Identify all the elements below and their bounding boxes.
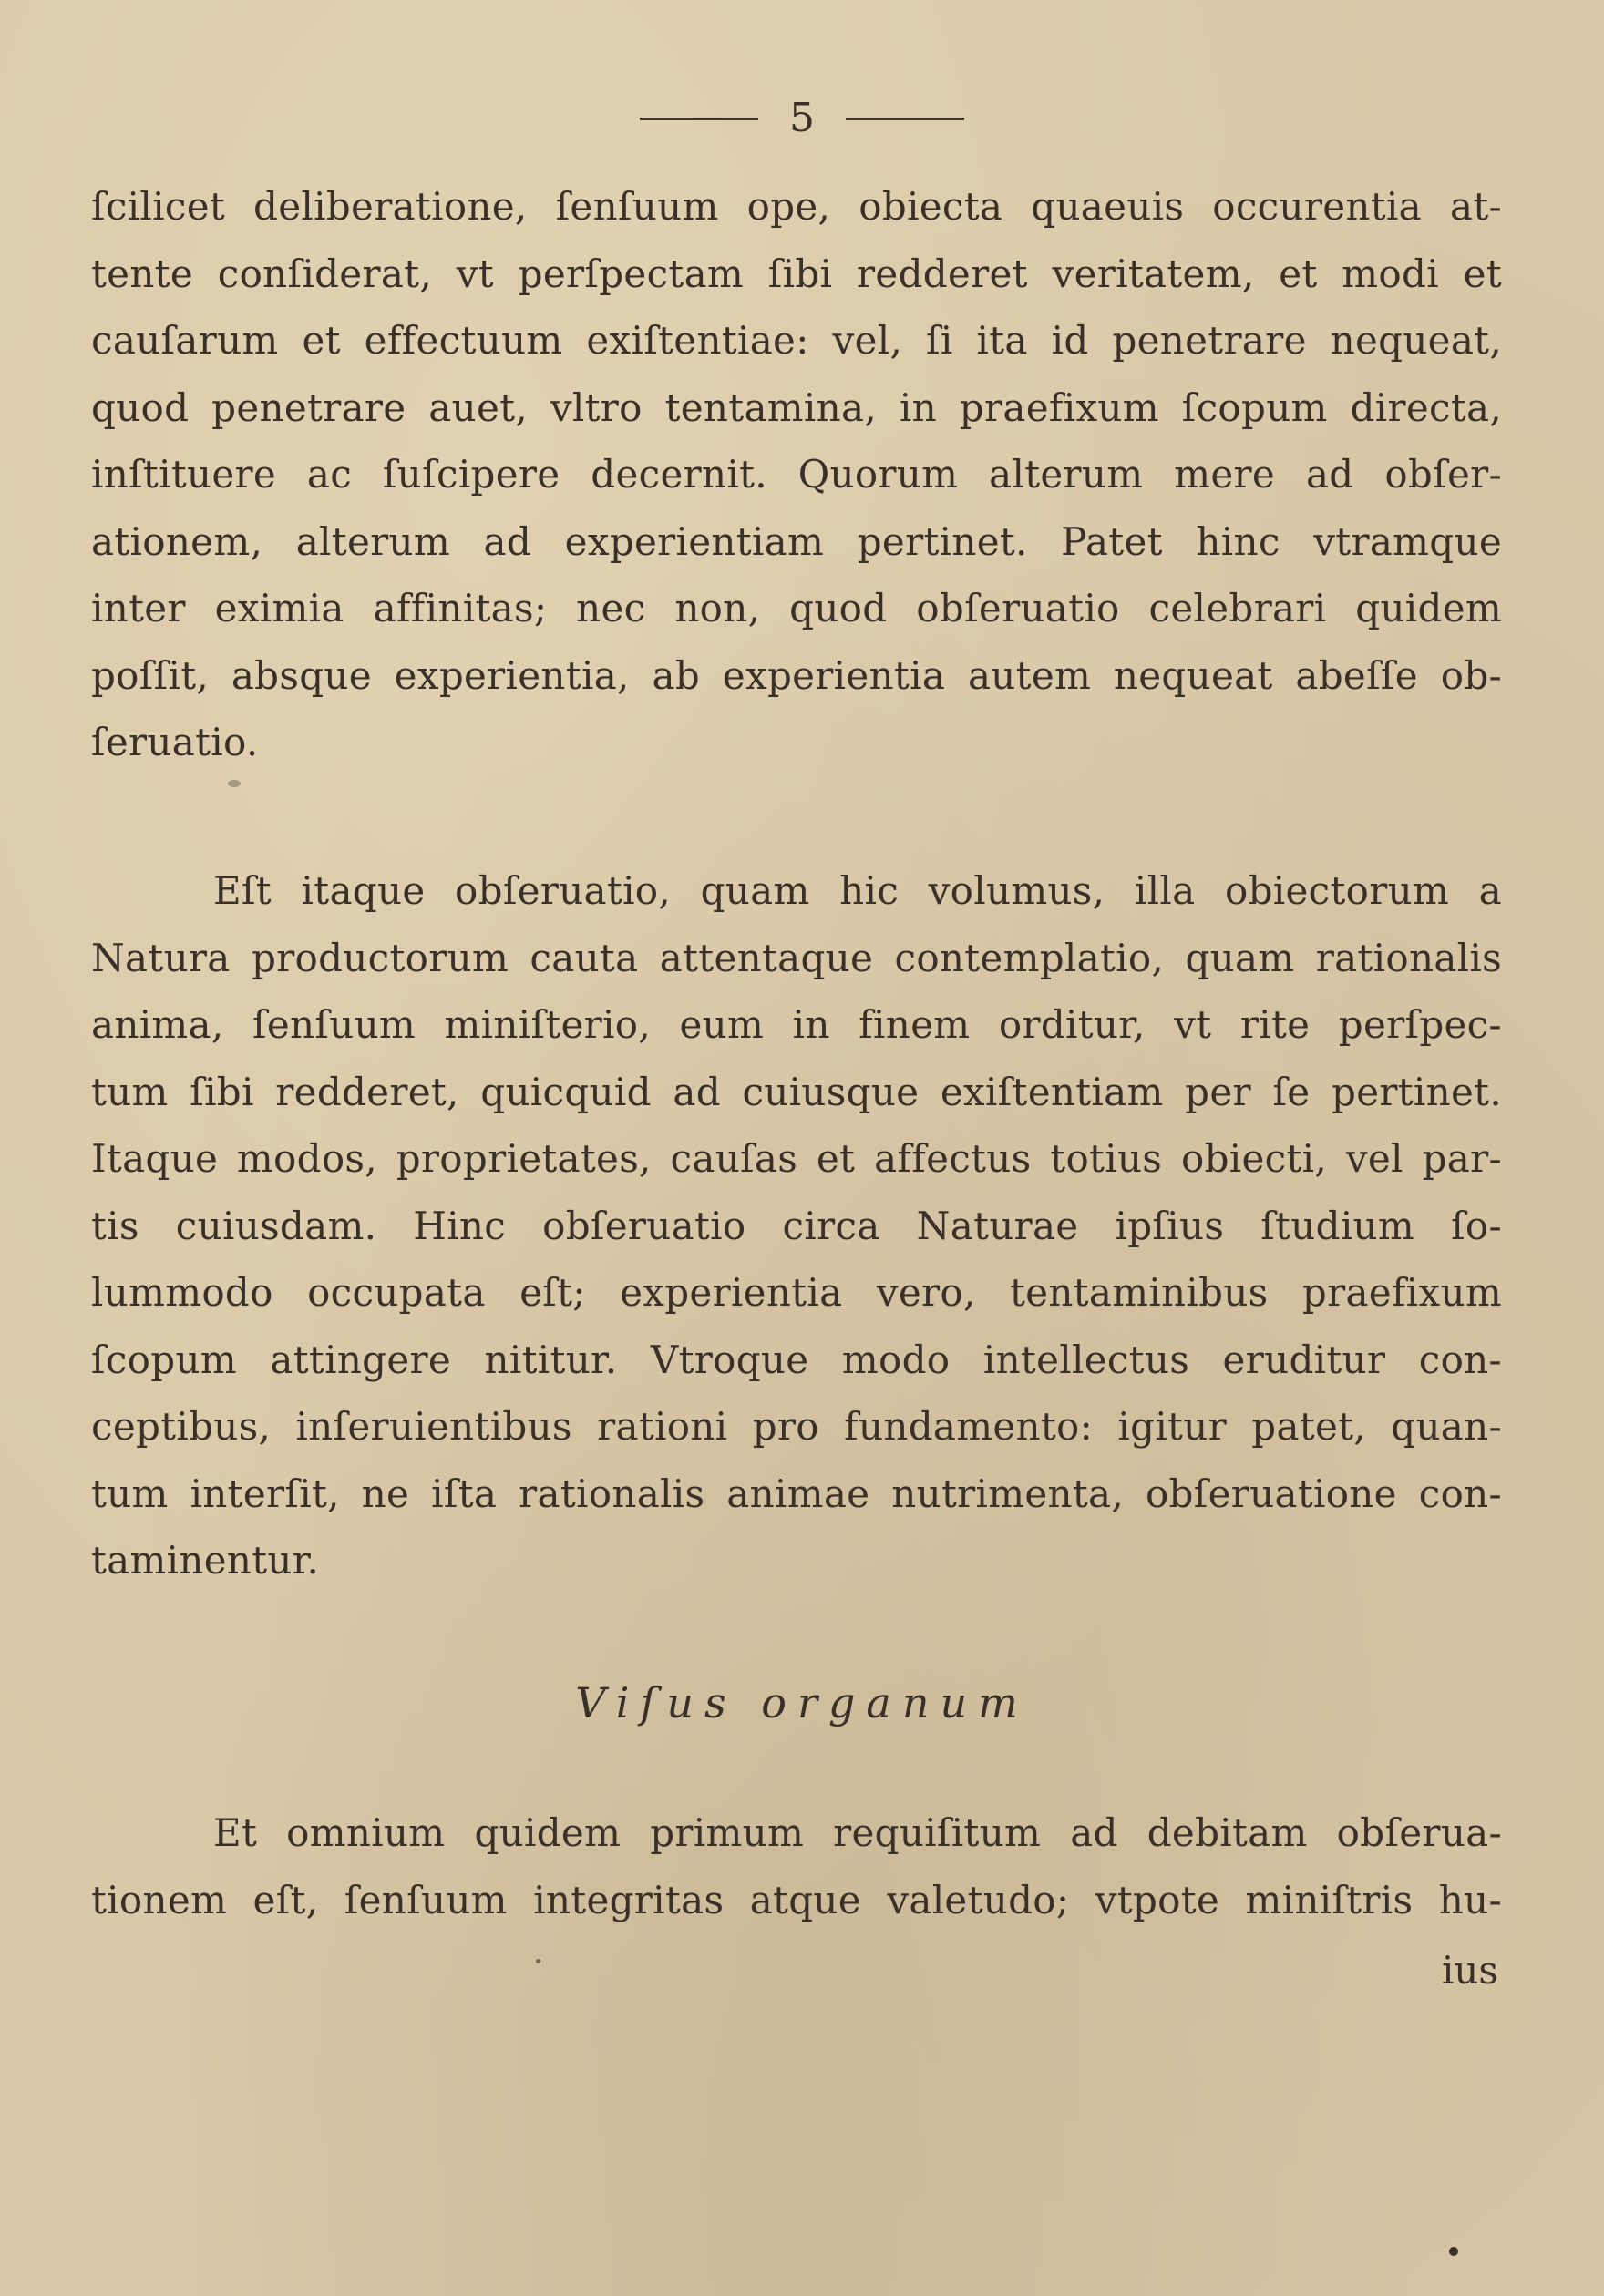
paragraph-1 bbox=[91, 173, 1502, 776]
text-line: tente conſiderat, vt perſpectam ſibi redderet veritatem, et modi et bbox=[91, 251, 1502, 296]
text-line: tionem eſt, ſenſuum integritas atque valetudo; vtpote miniſtris hu- bbox=[91, 1877, 1502, 1922]
catchword: ius bbox=[1441, 1948, 1498, 1993]
text-line: ſcilicet deliberatione, ſenſuum ope, obiecta quaeuis occurentia at- bbox=[91, 184, 1502, 229]
text-line: lummodo occupata eſt; experientia vero, tentaminibus praefixum bbox=[91, 1270, 1502, 1315]
header-rule-left bbox=[640, 118, 758, 120]
page-number: 5 bbox=[789, 95, 815, 141]
text-line: ſeruatio. bbox=[91, 720, 259, 764]
text-line: inter eximia affinitas; nec non, quod obſeruatio celebrari quidem bbox=[91, 586, 1502, 630]
ink-speck bbox=[536, 1959, 540, 1963]
text-line: Et omnium quidem primum requiſitum ad debitam obſerua- bbox=[213, 1810, 1502, 1855]
text-line: quod penetrare auet, vltro tentamina, in praefixum ſcopum directa, bbox=[91, 384, 1502, 430]
text-line: inſtituere ac ſuſcipere decernit. Quorum alterum mere ad obſer- bbox=[91, 452, 1502, 497]
text-line: Natura productorum cauta attentaque contemplatio, quam rationalis bbox=[91, 935, 1502, 980]
ink-speck bbox=[228, 780, 241, 787]
text-line: anima, ſenſuum miniſterio, eum in finem orditur, vt rite perſpec- bbox=[91, 1002, 1502, 1047]
text-line: Eſt itaque obſeruatio, quam hic volumus, illa obiectorum a bbox=[213, 868, 1502, 913]
text-line: tum interſit, ne iſta rationalis animae nutrimenta, obſeruatione con- bbox=[91, 1471, 1502, 1516]
section-heading: Viſus organum bbox=[575, 1678, 1029, 1727]
text-line: ceptibus, inſeruientibus rationi pro fundamento: igitur patet, quan- bbox=[91, 1404, 1502, 1449]
text-line: ationem, alterum ad experientiam pertinet. Patet hinc vtramque bbox=[91, 518, 1502, 564]
page-header bbox=[0, 95, 1604, 141]
text-line: cauſarum et effectuum exiſtentiae: vel, ſi ita id penetrare nequeat, bbox=[91, 318, 1502, 363]
header-rule-right bbox=[846, 118, 964, 120]
text-line: tis cuiusdam. Hinc obſeruatio circa Naturae ipſius ſtudium ſo- bbox=[91, 1203, 1502, 1248]
paragraph-2 bbox=[91, 857, 1502, 1594]
text-line: ſcopum attingere nititur. Vtroque modo intellectus eruditur con- bbox=[91, 1337, 1502, 1382]
text-line: tum ſibi redderet, quicquid ad cuiusque exiſtentiam per ſe pertinet. bbox=[91, 1069, 1502, 1114]
paragraph-3 bbox=[91, 1799, 1502, 1933]
text-line: Itaque modos, proprietates, cauſas et affectus totius obiecti, vel par- bbox=[91, 1136, 1502, 1181]
ink-speck bbox=[1449, 2247, 1458, 2256]
text-line: poſſit, absque experientia, ab experientia autem nequeat abeſſe ob- bbox=[91, 652, 1502, 698]
text-line: taminentur. bbox=[91, 1538, 320, 1583]
